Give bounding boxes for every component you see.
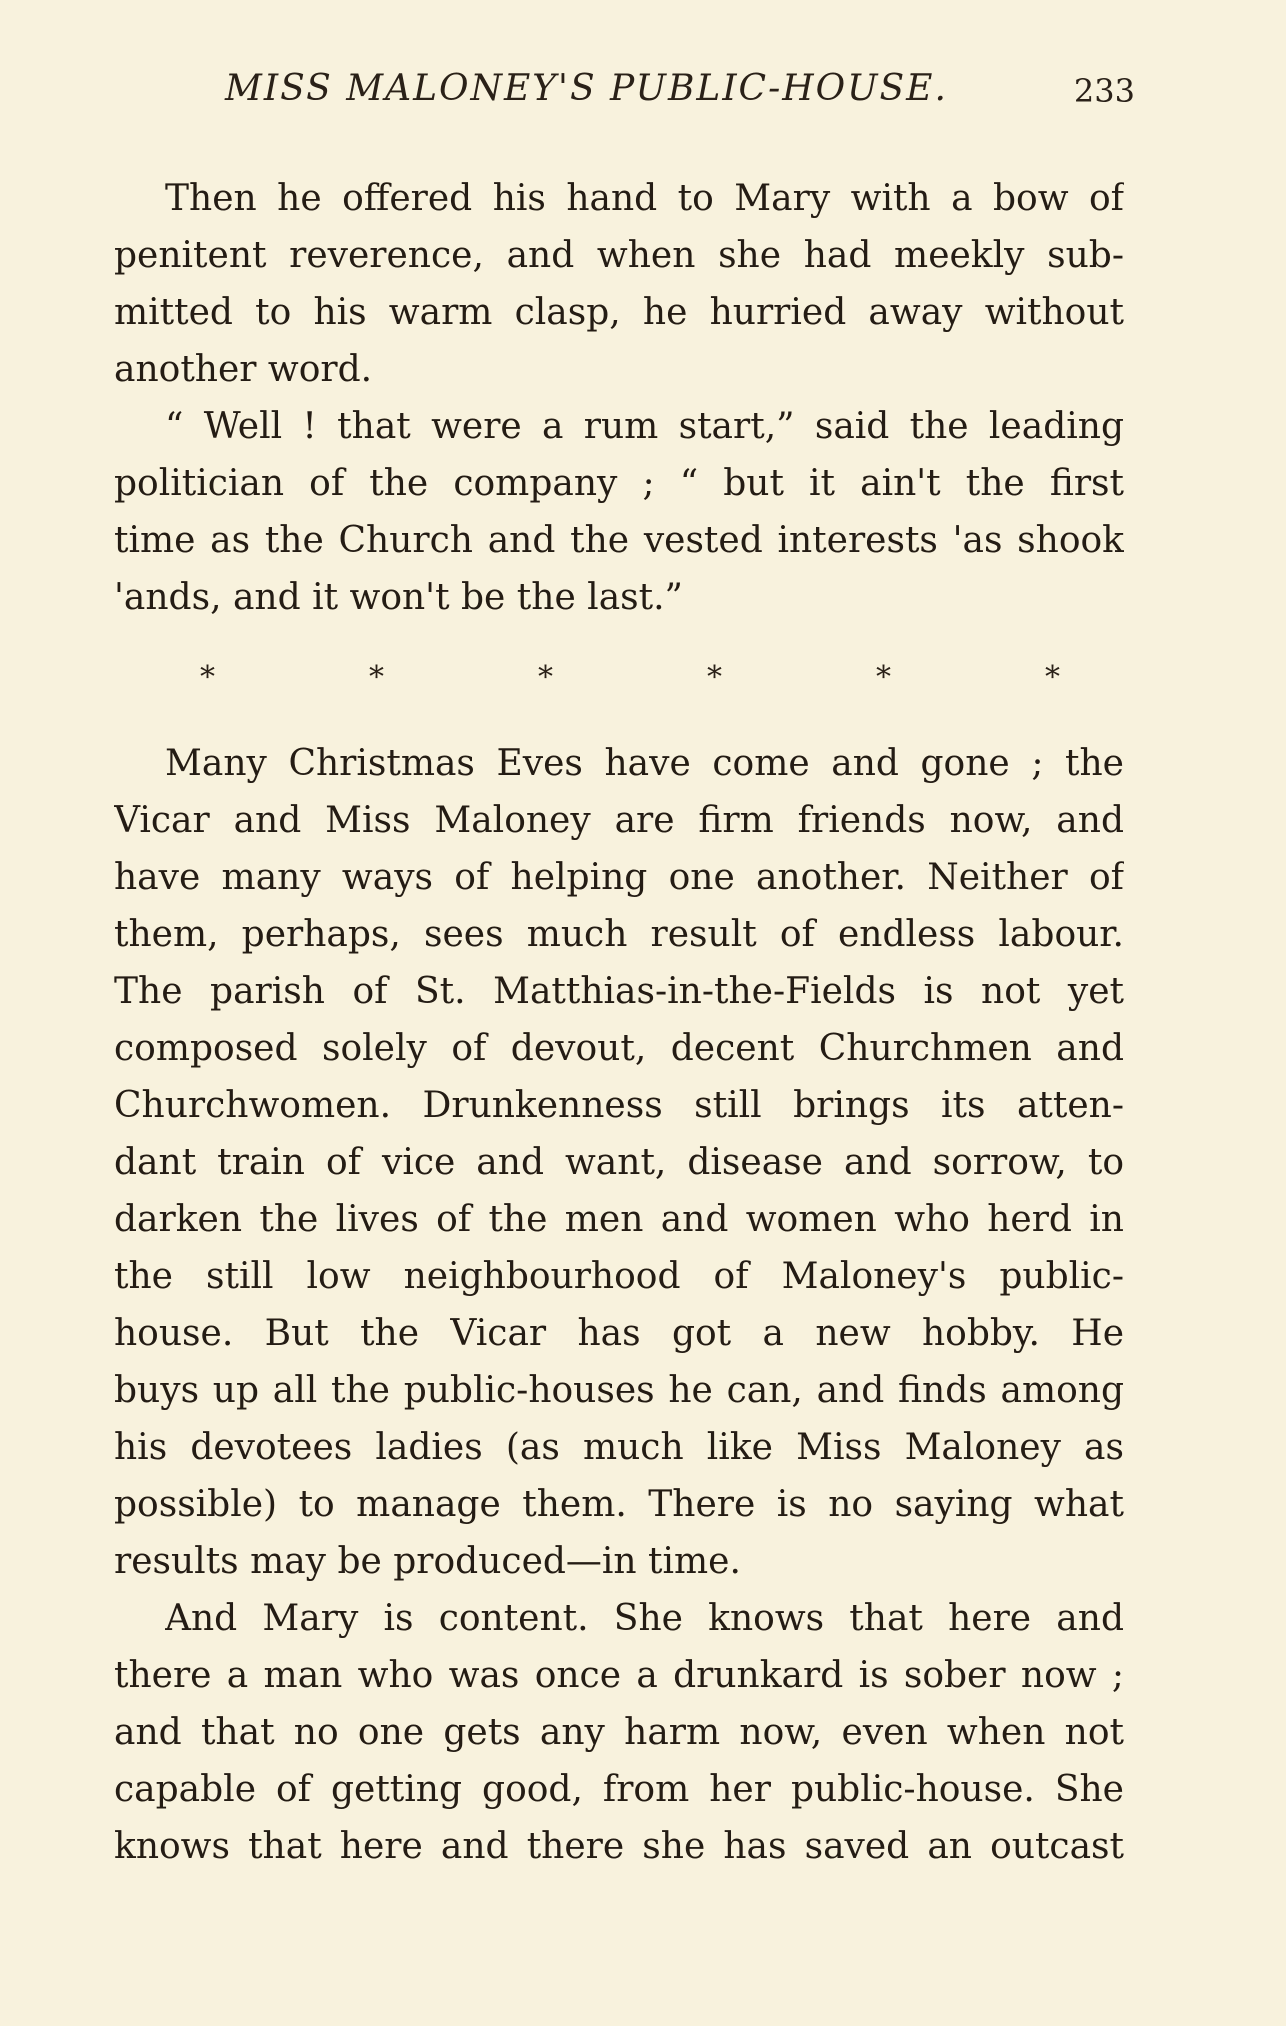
- text-line: buys up all the public-houses he can, and finds among: [114, 1370, 1124, 1411]
- text-line: “ Well ! that were a rum start,” said the leading: [165, 406, 1124, 447]
- text-line: 'ands, and it won't be the last.”: [114, 577, 683, 618]
- text-line: darken the lives of the men and women who herd in: [114, 1199, 1124, 1240]
- separator-star: *: [369, 660, 384, 695]
- separator-star: *: [1045, 660, 1060, 695]
- section-separator: [200, 660, 1060, 700]
- separator-star: *: [707, 660, 722, 695]
- running-title: MISS MALONEY'S PUBLIC-HOUSE.: [225, 68, 948, 109]
- separator-star: *: [538, 660, 553, 695]
- text-line: mitted to his warm clasp, he hurried away without: [114, 292, 1124, 333]
- text-line: and that no one gets any harm now, even when not: [114, 1712, 1124, 1753]
- text-line: house. But the Vicar has got a new hobby. He: [114, 1313, 1124, 1354]
- text-line: possible) to manage them. There is no saying what: [114, 1484, 1124, 1525]
- text-line: penitent reverence, and when she had meekly sub-: [114, 235, 1124, 276]
- text-line: the still low neighbourhood of Maloney's public-: [114, 1256, 1124, 1297]
- text-line: another word.: [114, 349, 373, 390]
- text-line: them, perhaps, sees much result of endless labour.: [114, 914, 1124, 955]
- text-line: Vicar and Miss Maloney are firm friends now, and: [114, 800, 1124, 841]
- text-line: results may be produced—in time.: [114, 1541, 741, 1582]
- text-line: Churchwomen. Drunkenness still brings its atten-: [114, 1085, 1124, 1126]
- text-line: knows that here and there she has saved an outcast: [114, 1826, 1124, 1867]
- text-line: his devotees ladies (as much like Miss Maloney as: [114, 1427, 1124, 1468]
- text-line: have many ways of helping one another. Neither of: [114, 857, 1124, 898]
- separator-star: *: [200, 660, 215, 695]
- text-line: The parish of St. Matthias-in-the-Fields is not yet: [114, 971, 1124, 1012]
- page-header: [225, 68, 1135, 128]
- separator-star: *: [876, 660, 891, 695]
- text-line: composed solely of devout, decent Churchmen and: [114, 1028, 1124, 1069]
- text-line: Then he offered his hand to Mary with a bow of: [165, 178, 1124, 219]
- text-line: politician of the company ; “ but it ain't the first: [114, 463, 1124, 504]
- text-line: And Mary is content. She knows that here and: [165, 1598, 1124, 1639]
- text-line: there a man who was once a drunkard is sober now ;: [114, 1655, 1124, 1696]
- text-line: capable of getting good, from her public-house. She: [114, 1769, 1124, 1810]
- text-line: dant train of vice and want, disease and sorrow, to: [114, 1142, 1124, 1183]
- text-line: time as the Church and the vested interests 'as shook: [114, 520, 1124, 561]
- text-line: Many Christmas Eves have come and gone ; the: [165, 743, 1124, 784]
- page-number: 233: [1073, 72, 1135, 110]
